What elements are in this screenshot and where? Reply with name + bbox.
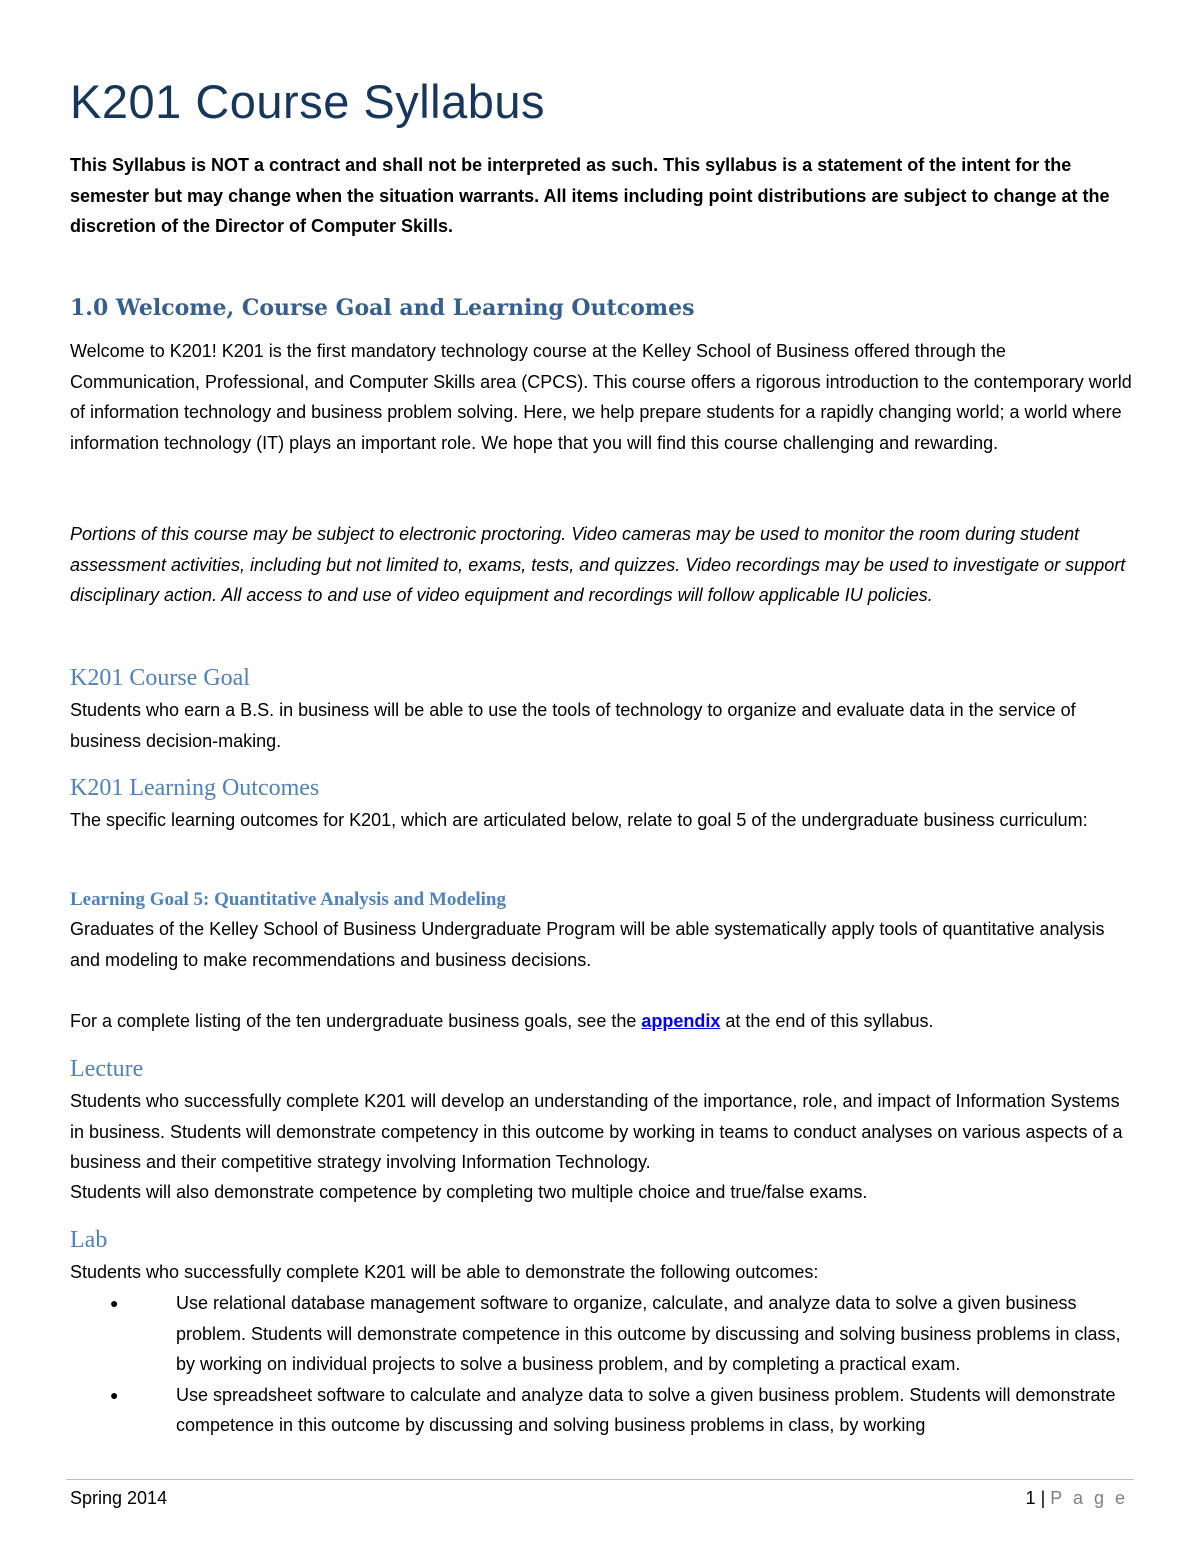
appendix-sentence [70, 1006, 1132, 1037]
course-goal-text: Students who earn a B.S. in business will be able to use the tools of technology to organize and evaluate data in the service of business decision-making. [70, 700, 1076, 751]
lab-intro: Students who successfully complete K201 will be able to demonstrate the following outcomes: [70, 1262, 819, 1282]
learning-outcomes-heading: K201 Learning Outcomes [70, 775, 320, 801]
course-goal-heading: K201 Course Goal [70, 665, 250, 691]
appendix-text-before: For a complete listing of the ten undergraduate business goals, see the [70, 1011, 642, 1031]
footer-term: Spring 2014 [70, 1488, 168, 1508]
page-word: P a g e [1050, 1488, 1128, 1508]
learning-goal-5-heading: Learning Goal 5: Quantitative Analysis and Modeling [70, 889, 506, 910]
footer-divider [66, 1479, 1134, 1480]
bullet-icon: ● [110, 1295, 119, 1311]
bullet-icon: ● [110, 1386, 119, 1403]
welcome-paragraph: Welcome to K201! K201 is the first mandatory technology course at the Kelley School of Business offered through the Communication, Professional, and Computer Skills area (CPCS). This course offers a rigorous introduction to the contemporary world of information technology and business problem solving. Here, we help prepare students for a rapidly changing world; a world where information technology (IT) plays an important role. We hope that you will find this course challenging and rewarding. [70, 341, 1132, 453]
page-separator: | [1040, 1488, 1046, 1508]
list-item-text: Use relational database management software to organize, calculate, and analyze data to solve a given business problem. Students will demonstrate competence in this outcome by discussing and solving business problems in class, by working on individual projects to solve a business problem, and by completing a practical exam. [176, 1293, 1121, 1375]
appendix-text-after: at the end of this syllabus. [720, 1011, 934, 1031]
lab-heading: Lab [70, 1227, 108, 1253]
lecture-text: Students who successfully complete K201 will develop an understanding of the importance, role, and impact of Information Systems in business. Students will demonstrate competency in this outcome by working in teams to conduct analyses on various aspects of a business and their competitive strategy involving Information Technology. [70, 1091, 1123, 1173]
syllabus-disclaimer: This Syllabus is NOT a contract and shall not be interpreted as such. This syllabus is a statement of the intent for the semester but may change when the situation warrants. All items including point distributions are subject to change at the discretion of the Director of Computer Skills. [70, 155, 1110, 236]
lecture-heading: Lecture [70, 1056, 144, 1082]
lab-outcomes-list [70, 1288, 1132, 1441]
appendix-link[interactable]: appendix [641, 1011, 721, 1031]
list-item-text: Use spreadsheet software to calculate and analyze data to solve a given business problem. Students will demonstrate competence in this outcome by discussing and solving business problems in class, by working [176, 1384, 1116, 1436]
proctoring-paragraph: Portions of this course may be subject to electronic proctoring. Video cameras may be used to monitor the room during student assessment activities, including but not limited to, exams, tests, and quizzes. Video recordings may be used to investigate or support disciplinary action. All access to and use of video equipment and recordings will follow applicable IU policies. [70, 524, 1126, 606]
page-number: 1 [1025, 1488, 1036, 1508]
section-heading-welcome: 1.0 Welcome, Course Goal and Learning Outcomes [70, 295, 695, 321]
learning-outcomes-text: The specific learning outcomes for K201, which are articulated below, relate to goal 5 of the undergraduate business curriculum: [70, 810, 1088, 830]
footer-page-number [1026, 1486, 1128, 1510]
lecture-text-exams: Students will also demonstrate competence by completing two multiple choice and true/false exams. [70, 1182, 868, 1202]
document-title: K201 Course Syllabus [70, 75, 546, 128]
list-item [70, 1380, 1132, 1441]
list-item [70, 1288, 1132, 1380]
learning-goal-5-text: Graduates of the Kelley School of Business Undergraduate Program will be able systematically apply tools of quantitative analysis and modeling to make recommendations and business decisions. [70, 919, 1105, 970]
